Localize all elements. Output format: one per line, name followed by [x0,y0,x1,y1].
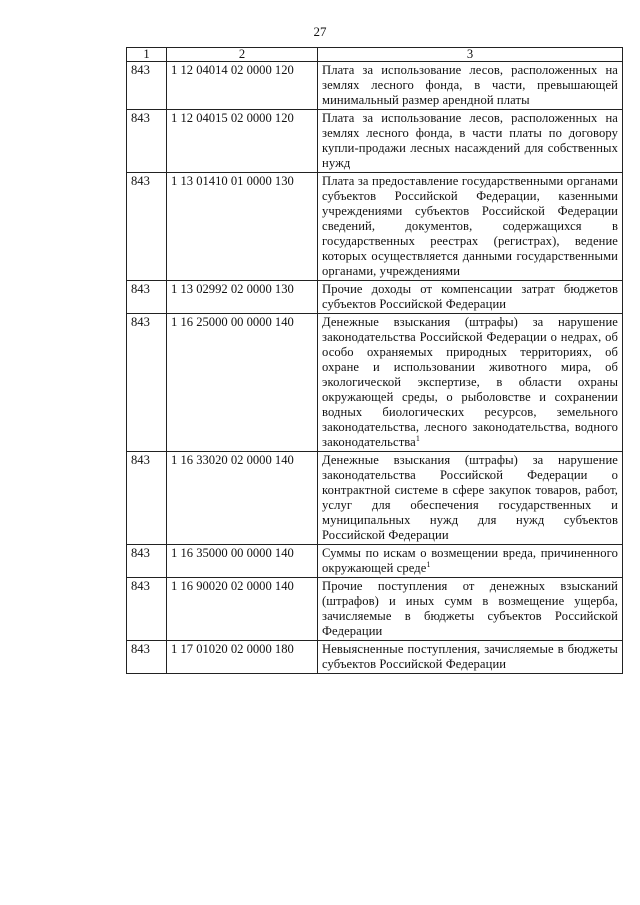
revenue-code-cell: 1 16 90020 02 0000 140 [167,578,318,641]
column-header-1: 1 [127,48,167,62]
revenue-code-cell: 1 17 01020 02 0000 180 [167,641,318,674]
table-row [127,173,623,281]
revenue-code-cell: 1 13 01410 01 0000 130 [167,173,318,281]
table-row [127,578,623,641]
table-row [127,314,623,452]
table-row [127,110,623,173]
description-cell [318,62,623,110]
admin-code-cell: 843 [127,173,167,281]
column-header-3: 3 [318,48,623,62]
table-row [127,545,623,578]
description-text: Суммы по искам о возмещении вреда, причиненного окружающей среде [322,546,618,575]
description-text: Плата за использование лесов, расположенных на землях лесного фонда, в части платы по договору купли-продажи лесных насаждений для собственных нужд [322,111,618,170]
footnote-marker: 1 [426,560,431,569]
description-text: Прочие доходы от компенсации затрат бюджетов субъектов Российской Федерации [322,282,618,311]
description-text: Плата за предоставление государственными органами субъектов Российской Федерации, казенными учреждениями субъектов Российской Федерации сведений, документов, содержащихся в государственных реестрах (регистрах), ведение которых осуществляется данными государственными органами, учреждениями [322,174,618,278]
admin-code-cell: 843 [127,314,167,452]
description-text: Денежные взыскания (штрафы) за нарушение законодательства Российской Федерации о недрах, об особо охраняемых природных территориях, об охране и использовании животного мира, об экологической экспертизе, в области охраны окружающей среды, о рыболовстве и сохранении водных биологических ресурсов, земельного законодательства, лесного законодательства, водного законодательства [322,315,618,449]
admin-code-cell: 843 [127,578,167,641]
description-cell [318,314,623,452]
table-row [127,62,623,110]
description-cell [318,545,623,578]
description-cell [318,281,623,314]
description-cell [318,578,623,641]
description-cell [318,173,623,281]
admin-code-cell: 843 [127,545,167,578]
table-row [127,641,623,674]
admin-code-cell: 843 [127,62,167,110]
description-text: Невыясненные поступления, зачисляемые в бюджеты субъектов Российской Федерации [322,642,618,671]
description-cell [318,110,623,173]
description-text: Денежные взыскания (штрафы) за нарушение законодательства Российской Федерации о контрактной системе в сфере закупок товаров, работ, услуг для обеспечения государственных и муниципальных нужд для нужд субъектов Российской Федерации [322,453,618,542]
revenue-code-cell: 1 16 25000 00 0000 140 [167,314,318,452]
table-row [127,281,623,314]
description-text: Плата за использование лесов, расположенных на землях лесного фонда, в части, превышающей минимальный размер арендной платы [322,63,618,107]
admin-code-cell: 843 [127,110,167,173]
revenue-code-cell: 1 13 02992 02 0000 130 [167,281,318,314]
revenue-code-cell: 1 12 04015 02 0000 120 [167,110,318,173]
description-text: Прочие поступления от денежных взысканий (штрафов) и иных сумм в возмещение ущерба, зачисляемые в бюджеты субъектов Российской Федерации [322,579,618,638]
column-header-2: 2 [167,48,318,62]
admin-code-cell: 843 [127,641,167,674]
table-row [127,452,623,545]
footnote-marker: 1 [415,434,420,443]
description-cell [318,452,623,545]
revenue-code-cell: 1 16 35000 00 0000 140 [167,545,318,578]
revenue-code-cell: 1 16 33020 02 0000 140 [167,452,318,545]
admin-code-cell: 843 [127,281,167,314]
description-cell [318,641,623,674]
revenue-codes-table [126,47,623,674]
revenue-code-cell: 1 12 04014 02 0000 120 [167,62,318,110]
page-number: 27 [313,24,327,39]
admin-code-cell: 843 [127,452,167,545]
table-header-row [127,48,623,62]
